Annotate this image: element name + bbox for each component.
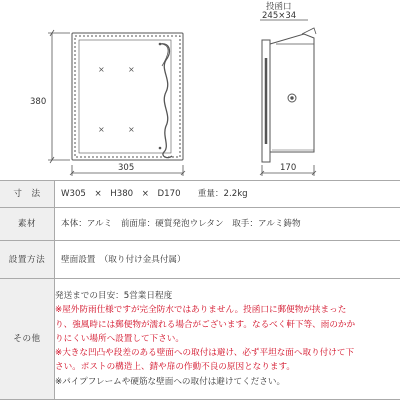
note-line: り、強風時には郵便物が濡れる場合がございます。なるべく軒下等、雨のかか (55, 319, 356, 330)
side-body-outline (270, 34, 314, 152)
install-value-text: 壁面設置 （取り付け金具付属） (61, 254, 186, 265)
material-value (55, 208, 400, 241)
slot-lid (302, 28, 316, 34)
rivet-icon (159, 147, 162, 150)
size-value-text: W305 × H380 × D170 重量：2.2kg (61, 189, 248, 199)
install-value (55, 241, 400, 279)
screw-icon: × (98, 65, 105, 74)
height-dimension (48, 30, 70, 163)
note-line: ※大きな凹凸や段差のある壁面への取付は避け、必ず平坦な面へ取り付けて下 (55, 348, 355, 359)
depth-label: 170 (280, 163, 297, 173)
size-value (55, 181, 400, 208)
note-line: 発送までの目安：5営業日程度 (55, 291, 173, 302)
front-panel (79, 40, 171, 153)
handle-drawing (160, 44, 172, 158)
size-label: 寸 法 (0, 181, 55, 208)
slot-title: 投函口 (266, 2, 292, 12)
height-label: 380 (30, 97, 47, 107)
dimension-drawing (0, 0, 400, 180)
spec-row-other (0, 279, 400, 400)
spec-row-size (0, 181, 400, 208)
other-label: その他 (0, 279, 55, 400)
mailbox-drawing (0, 0, 400, 180)
front-screws (98, 43, 161, 150)
notes-cell (55, 279, 400, 400)
note-line: ※屋外防雨仕様ですが完全防水ではありません。投函口に郵便物が挟まった (55, 305, 347, 316)
spec-table (0, 180, 400, 400)
material-value-text: 本体：アルミ 前面扉：硬質発泡ウレタン 取手：アルミ鋳物 (61, 219, 301, 229)
spec-row-material (0, 208, 400, 241)
screw-icon: × (128, 125, 135, 134)
width-label: 305 (118, 163, 135, 173)
note-line: りにくい場所へ設置して下さい。 (55, 333, 184, 344)
screw-icon: × (128, 65, 135, 74)
side-view (262, 28, 316, 162)
install-label: 設置方法 (0, 241, 55, 279)
material-label: 素材 (0, 208, 55, 241)
slot-size: 245×34 (262, 11, 297, 21)
note-line: さい。ポストの構造上、錆や扉の作動不良の原因となります。 (55, 362, 295, 373)
handle-curve (160, 44, 172, 158)
spec-row-install (0, 241, 400, 279)
screw-icon: × (98, 125, 105, 134)
note-line: ※パイプフレームや硬筋な壁面への取付は避けてください。 (55, 376, 286, 387)
